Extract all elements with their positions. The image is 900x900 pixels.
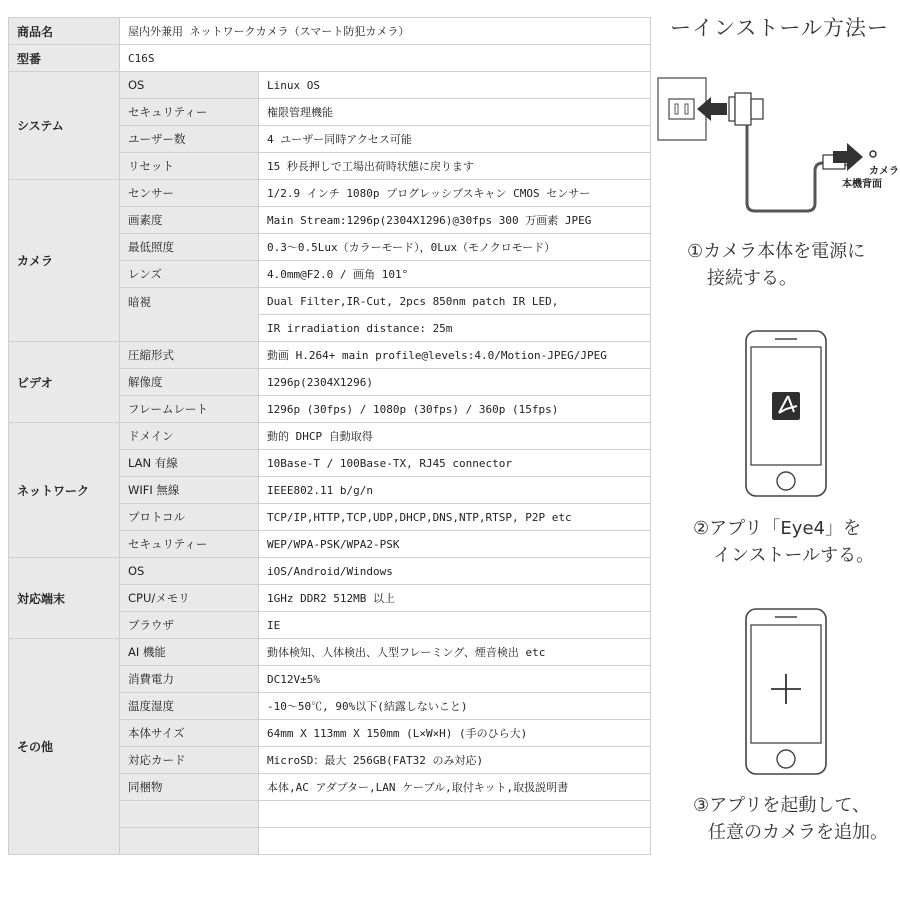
spec-label: 最低照度 bbox=[120, 234, 259, 261]
spec-value bbox=[259, 828, 651, 855]
spec-label: プロトコル bbox=[120, 504, 259, 531]
spec-label: ドメイン bbox=[120, 423, 259, 450]
spec-label: セキュリティー bbox=[120, 99, 259, 126]
spec-value: 本体,AC アダプター,LAN ケーブル,取付キット,取扱説明書 bbox=[259, 774, 651, 801]
spec-value: Main Stream:1296p(2304X1296)@30fps 300 万画素 JPEG bbox=[259, 207, 651, 234]
spec-label: 暗視 bbox=[120, 288, 259, 342]
spec-value: Linux OS bbox=[259, 72, 651, 99]
spec-value: 屋内外兼用 ネットワークカメラ（スマート防犯カメラ） bbox=[120, 18, 651, 45]
spec-value: IE bbox=[259, 612, 651, 639]
spec-value: Dual Filter,IR-Cut, 2pcs 850nm patch IR LED, bbox=[259, 288, 651, 315]
power-connection-illustration bbox=[655, 75, 900, 220]
spec-label: 圧縮形式 bbox=[120, 342, 259, 369]
spec-value: 動体検知、人体検出、人型フレーミング、煙音検出 etc bbox=[259, 639, 651, 666]
spec-row bbox=[9, 423, 651, 450]
step-1-line-1: ①カメラ本体を電源に bbox=[687, 241, 866, 262]
spec-row bbox=[9, 342, 651, 369]
spec-label: セキュリティー bbox=[120, 531, 259, 558]
spec-row bbox=[9, 18, 651, 45]
spec-value: WEP/WPA-PSK/WPA2-PSK bbox=[259, 531, 651, 558]
spec-table bbox=[8, 17, 651, 855]
spec-label: AI 機能 bbox=[120, 639, 259, 666]
spec-label: 消費電力 bbox=[120, 666, 259, 693]
spec-label: 解像度 bbox=[120, 369, 259, 396]
step-1-line-2: 接続する。 bbox=[707, 268, 797, 289]
spec-value: C16S bbox=[120, 45, 651, 72]
spec-label: 対応カード bbox=[120, 747, 259, 774]
step-3-line-2: 任意のカメラを追加。 bbox=[708, 822, 888, 843]
spec-category: 型番 bbox=[9, 45, 120, 72]
step-2-line-1: ②アプリ「Eye4」を bbox=[693, 518, 861, 539]
spec-category: 商品名 bbox=[9, 18, 120, 45]
spec-row bbox=[9, 45, 651, 72]
step-2-line-2: インストールする。 bbox=[713, 545, 875, 566]
spec-value: DC12V±5% bbox=[259, 666, 651, 693]
spec-value: 1/2.9 インチ 1080p プログレッシブスキャン CMOS センサー bbox=[259, 180, 651, 207]
spec-value: 権限管理機能 bbox=[259, 99, 651, 126]
spec-value: 1296p (30fps) / 1080p (30fps) / 360p (15fps) bbox=[259, 396, 651, 423]
spec-label: 同梱物 bbox=[120, 774, 259, 801]
spec-value: iOS/Android/Windows bbox=[259, 558, 651, 585]
phone-add-camera-illustration bbox=[745, 608, 827, 776]
spec-value-continued: IR irradiation distance: 25m bbox=[259, 315, 651, 342]
spec-row bbox=[9, 558, 651, 585]
spec-category: ビデオ bbox=[9, 342, 120, 423]
power-cable bbox=[747, 125, 823, 211]
step-1-text bbox=[687, 238, 865, 292]
spec-category: システム bbox=[9, 72, 120, 180]
camera-label: カメラ bbox=[869, 166, 899, 177]
spec-value bbox=[259, 801, 651, 828]
spec-value: -10～50℃, 90%以下(結露しないこと) bbox=[259, 693, 651, 720]
install-title: ーインストール方法ー bbox=[670, 16, 889, 40]
spec-label: OS bbox=[120, 558, 259, 585]
spec-label: レンズ bbox=[120, 261, 259, 288]
spec-value: TCP/IP,HTTP,TCP,UDP,DHCP,DNS,NTP,RTSP, P2P etc bbox=[259, 504, 651, 531]
spec-label bbox=[120, 801, 259, 828]
eye4-app-icon bbox=[772, 392, 800, 420]
spec-label: 本体サイズ bbox=[120, 720, 259, 747]
spec-value: 15 秒長押しで工場出荷時状態に戻ります bbox=[259, 153, 651, 180]
spec-value: 0.3～0.5Lux（カラーモード），0Lux（モノクロモード） bbox=[259, 234, 651, 261]
spec-category: ネットワーク bbox=[9, 423, 120, 558]
step-3-text bbox=[693, 792, 888, 846]
spec-label: 温度湿度 bbox=[120, 693, 259, 720]
spec-label: 画素度 bbox=[120, 207, 259, 234]
spec-value: 64mm X 113mm X 150mm (L×W×H) (手のひら大) bbox=[259, 720, 651, 747]
ac-adapter-icon bbox=[729, 93, 763, 125]
camera-port-icon bbox=[870, 151, 876, 157]
spec-value: 1GHz DDR2 512MB 以上 bbox=[259, 585, 651, 612]
spec-value: MicroSD：最大 256GB(FAT32 のみ対応) bbox=[259, 747, 651, 774]
spec-label: LAN 有線 bbox=[120, 450, 259, 477]
camera-back-label: 本機背面 bbox=[842, 179, 882, 190]
spec-label: ブラウザ bbox=[120, 612, 259, 639]
spec-label: CPU/メモリ bbox=[120, 585, 259, 612]
phone-app-install-illustration bbox=[745, 330, 827, 498]
spec-value: 動画 H.264+ main profile@levels:4.0/Motion-JPEG/JPEG bbox=[259, 342, 651, 369]
step-3-line-1: ③アプリを起動して、 bbox=[693, 795, 871, 816]
spec-label bbox=[120, 828, 259, 855]
spec-value: 4 ユーザー同時アクセス可能 bbox=[259, 126, 651, 153]
spec-label: フレームレート bbox=[120, 396, 259, 423]
spec-label: センサー bbox=[120, 180, 259, 207]
spec-category: カメラ bbox=[9, 180, 120, 342]
spec-value: 1296p(2304X1296) bbox=[259, 369, 651, 396]
spec-value: 4.0mm@F2.0 / 画角 101° bbox=[259, 261, 651, 288]
spec-category: その他 bbox=[9, 639, 120, 855]
step-2-text bbox=[693, 515, 874, 569]
spec-table-body bbox=[9, 18, 651, 855]
spec-label: WIFI 無線 bbox=[120, 477, 259, 504]
spec-label: ユーザー数 bbox=[120, 126, 259, 153]
spec-value: IEEE802.11 b/g/n bbox=[259, 477, 651, 504]
spec-row bbox=[9, 180, 651, 207]
spec-row bbox=[9, 639, 651, 666]
spec-label: OS bbox=[120, 72, 259, 99]
spec-label: リセット bbox=[120, 153, 259, 180]
spec-row bbox=[9, 72, 651, 99]
spec-value: 10Base-T / 100Base-TX, RJ45 connector bbox=[259, 450, 651, 477]
spec-category: 対応端末 bbox=[9, 558, 120, 639]
spec-value: 動的 DHCP 自動取得 bbox=[259, 423, 651, 450]
